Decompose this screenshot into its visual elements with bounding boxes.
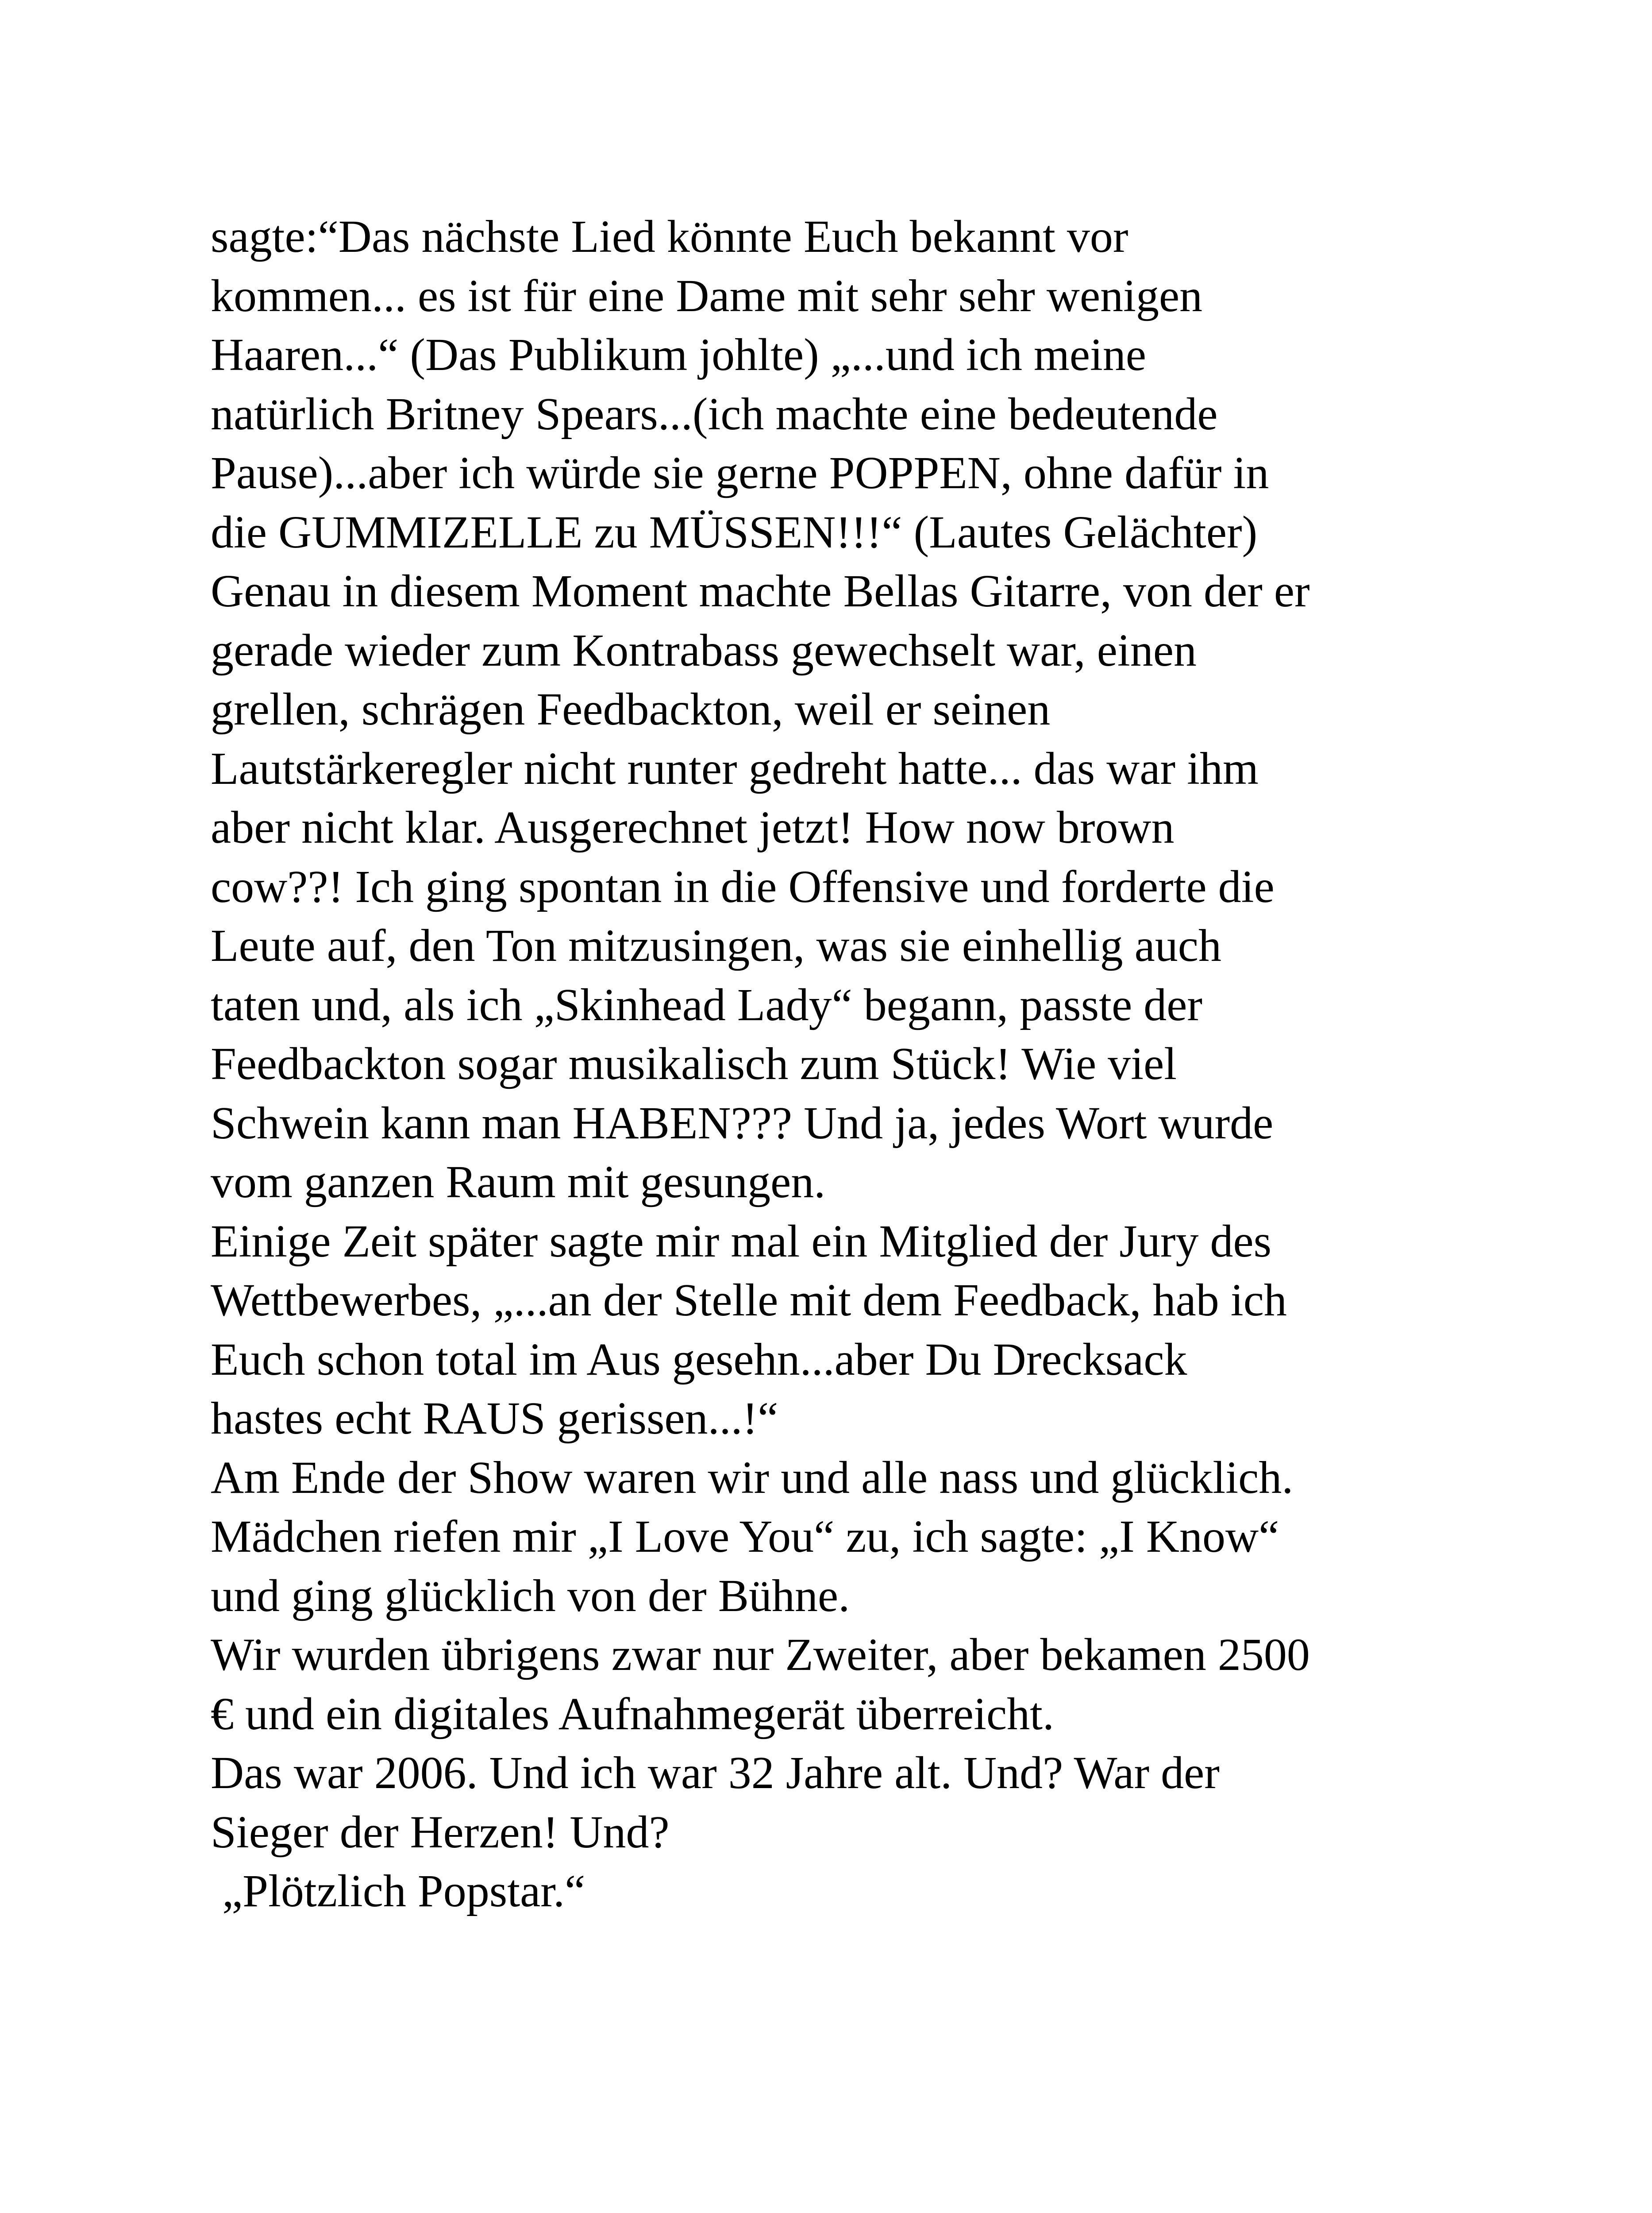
text-line: Pause)...aber ich würde sie gerne POPPEN, ohne dafür in [211,447,1269,498]
text-line: Mädchen riefen mir „I Love You“ zu, ich sagte: „I Know“ [211,1511,1279,1562]
text-line: aber nicht klar. Ausgerechnet jetzt! How now brown [211,802,1174,853]
text-line: Euch schon total im Aus gesehn...aber Du Drecksack [211,1334,1187,1385]
text-line: „Plötzlich Popstar.“ [211,1866,585,1916]
text-line: und ging glücklich von der Bühne. [211,1570,850,1621]
text-line: hastes echt RAUS gerissen...!“ [211,1393,778,1444]
text-line: Wettbewerbes, „...an der Stelle mit dem Feedback, hab ich [211,1275,1287,1326]
text-line: Wir wurden übrigens zwar nur Zweiter, aber bekamen 2500 [211,1629,1310,1680]
text-line: Leute auf, den Ton mitzusingen, was sie einhellig auch [211,920,1221,971]
text-line: Am Ende der Show waren wir und alle nass und glücklich. [211,1452,1294,1503]
text-line: cow??! Ich ging spontan in die Offensive und forderte die [211,861,1275,912]
text-line: Genau in diesem Moment machte Bellas Gitarre, von der er [211,566,1310,617]
text-line: vom ganzen Raum mit gesungen. [211,1157,826,1207]
body-text [211,207,1494,1921]
text-line: taten und, als ich „Skinhead Lady“ begann, passte der [211,979,1203,1030]
text-line: Einige Zeit später sagte mir mal ein Mitglied der Jury des [211,1215,1272,1267]
text-line: Feedbackton sogar musikalisch zum Stück! Wie viel [211,1038,1177,1089]
text-line: die GUMMIZELLE zu MÜSSEN!!!“ (Lautes Gelächter) [211,506,1258,558]
text-line: Haaren...“ (Das Publikum johlte) „...und ich meine [211,329,1147,380]
text-line: sagte:“Das nächste Lied könnte Euch bekannt vor [211,211,1128,262]
text-line: Das war 2006. Und ich war 32 Jahre alt. Und? War der [211,1747,1220,1798]
text-line: gerade wieder zum Kontrabass gewechselt war, einen [211,625,1197,676]
text-line: grellen, schrägen Feedbackton, weil er seinen [211,684,1051,735]
text-line: Sieger der Herzen! Und? [211,1806,670,1858]
text-line: natürlich Britney Spears...(ich machte eine bedeutende [211,388,1218,440]
text-line: Schwein kann man HABEN??? Und ja, jedes Wort wurde [211,1097,1274,1149]
text-line: € und ein digitales Aufnahmegerät überreicht. [211,1688,1055,1739]
text-line: kommen... es ist für eine Dame mit sehr sehr wenigen [211,270,1203,321]
text-line: Lautstärkeregler nicht runter gedreht hatte... das war ihm [211,743,1259,794]
